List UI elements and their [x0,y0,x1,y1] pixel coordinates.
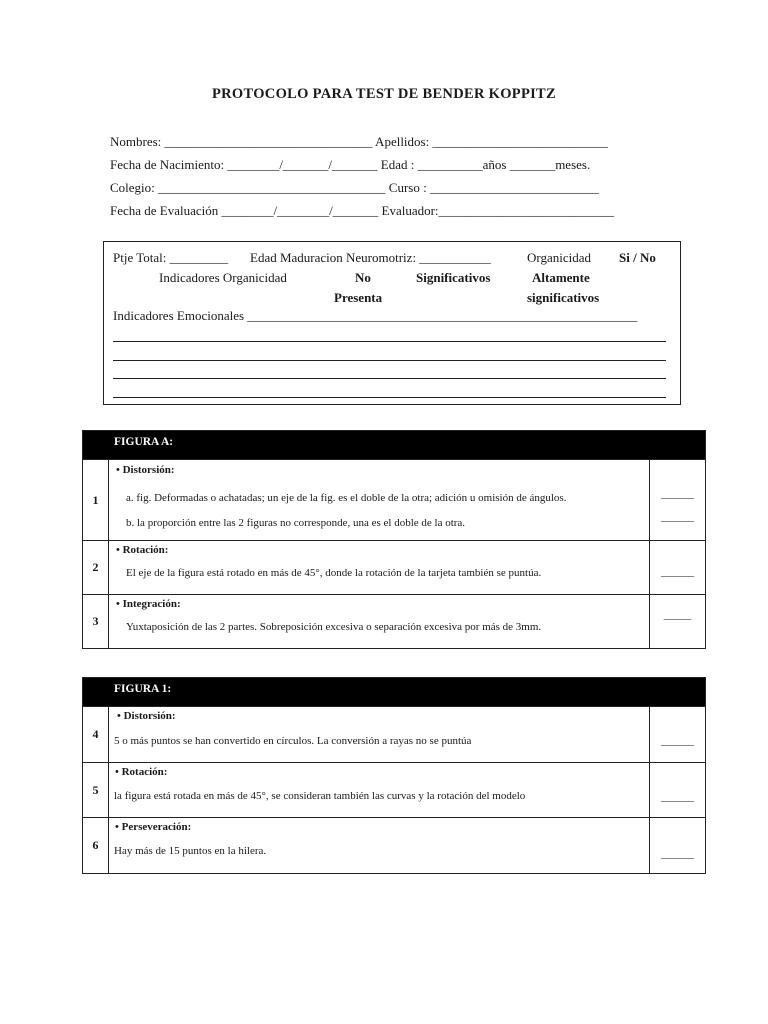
score-blank[interactable]: ______ [661,511,695,523]
table-row [83,541,706,595]
item-cell [109,460,650,541]
score-cell[interactable] [650,818,706,874]
item-title: • Distorsión: [117,710,176,722]
ptje-total-field[interactable]: Ptje Total: _________ [113,250,229,265]
item-description: Hay más de 15 puntos en la hilera. [114,845,267,857]
edad-maduracion-field[interactable]: Edad Maduracion Neuromotriz: ___________ [250,250,491,265]
table-row [83,763,706,818]
score-blank[interactable]: ______ [661,566,695,578]
item-description: 5 o más puntos se han convertido en círculos. La conversión a rayas no se puntúa [114,735,472,747]
figura-1-heading: FIGURA 1: [83,678,706,707]
item-description: b. la proporción entre las 2 figuras no corresponde, una es el doble de la otra. [126,517,466,529]
table-row [83,707,706,763]
item-title: • Integración: [116,598,181,610]
altamente-label: Altamente [532,270,590,285]
field-fecha-nacimiento-edad[interactable]: Fecha de Nacimiento: ________/_______/_______ Edad : __________años _______meses. [110,157,591,172]
score-box [103,241,681,405]
item-description: a. fig. Deformadas o achatadas; un eje de la fig. es el doble de la otra; adición u omisión de ángulos. [126,492,567,504]
no-label: No [355,270,371,285]
score-cell[interactable] [650,763,706,818]
significativos-label: Significativos [416,270,491,285]
figura-a-heading: FIGURA A: [83,431,706,460]
score-blank[interactable]: ______ [661,791,695,803]
page-title: PROTOCOLO PARA TEST DE BENDER KOPPITZ [212,86,556,102]
item-cell [109,707,650,763]
item-number: 4 [83,707,109,763]
item-description: la figura está rotada en más de 45°, se consideran también las curvas y la rotación del modelo [114,790,526,802]
blank-line[interactable] [113,341,666,342]
score-blank[interactable]: ______ [661,488,695,500]
item-cell [109,818,650,874]
score-cell[interactable] [650,707,706,763]
item-number: 6 [83,818,109,874]
altamente-significativos-label: significativos [527,290,600,305]
item-cell [109,595,650,649]
score-cell[interactable] [650,595,706,649]
score-blank[interactable]: _____ [663,609,692,621]
organicidad-label: Organicidad [527,250,592,265]
field-nombres-apellidos[interactable]: Nombres: ________________________________ Apellidos: ___________________________ [110,134,608,149]
item-number: 5 [83,763,109,818]
score-blank[interactable]: ______ [661,848,695,860]
item-title: • Distorsión: [116,464,175,476]
item-title: • Rotación: [115,766,168,778]
item-cell [109,541,650,595]
indicadores-emocionales-field[interactable]: Indicadores Emocionales ____________________________________________________________ [113,308,638,323]
indicadores-organicidad-label: Indicadores Organicidad [159,270,287,285]
score-cell[interactable] [650,460,706,541]
table-row [83,595,706,649]
blank-line[interactable] [113,397,666,398]
item-number: 2 [83,541,109,595]
item-description: Yuxtaposición de las 2 partes. Sobreposición excesiva o separación excesiva por más de 3mm. [126,621,542,633]
figura-a-table [82,430,706,649]
score-blank[interactable]: ______ [661,735,695,747]
blank-line[interactable] [113,378,666,379]
item-number: 3 [83,595,109,649]
figura-1-table [82,677,706,874]
item-title: • Rotación: [116,544,169,556]
table-row [83,818,706,874]
field-fecha-evaluacion-evaluador[interactable]: Fecha de Evaluación ________/________/_______ Evaluador:___________________________ [110,203,615,218]
si-no-option[interactable]: Si / No [619,250,656,265]
blank-line[interactable] [113,360,666,361]
table-row [83,460,706,541]
item-cell [109,763,650,818]
item-description: El eje de la figura está rotado en más de 45°, donde la rotación de la tarjeta también se puntúa. [126,567,542,579]
item-title: • Perseveración: [115,821,192,833]
item-number: 1 [83,460,109,541]
presenta-label: Presenta [334,290,383,305]
field-colegio-curso[interactable]: Colegio: ___________________________________ Curso : __________________________ [110,180,599,195]
score-cell[interactable] [650,541,706,595]
